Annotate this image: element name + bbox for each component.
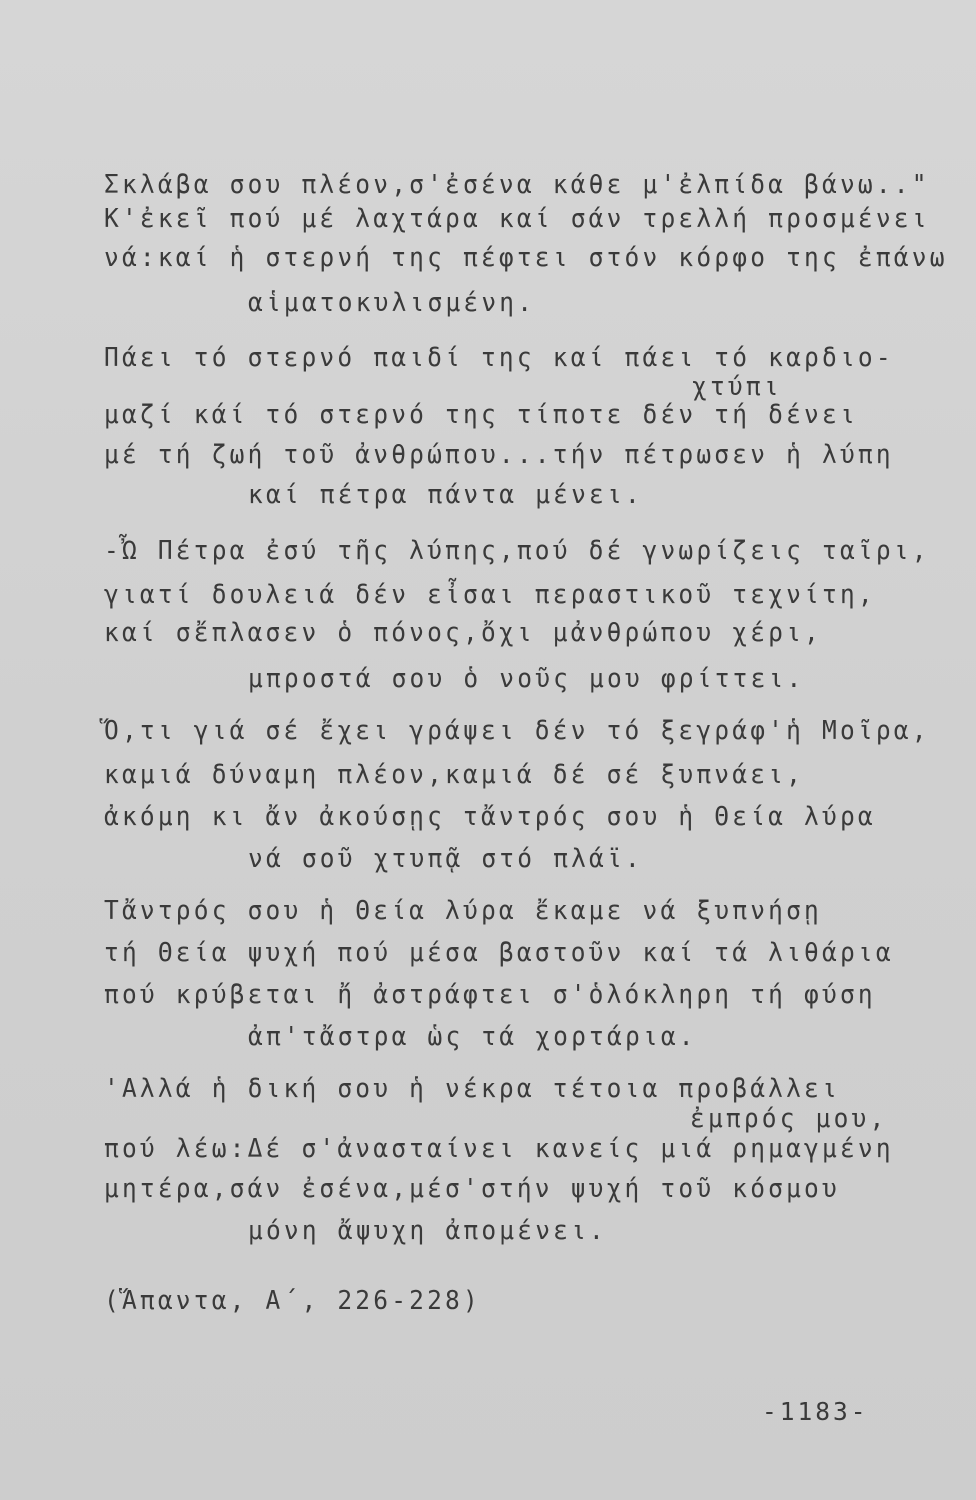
poem-line: νά:καί ἡ στερνή της πέφτει στόν κόρφο της ἐπάνω [104,241,948,273]
poem-line: ἐμπρός μου, [690,1102,888,1134]
poem-line: Κ'ἐκεῖ πού μέ λαχτάρα καί σάν τρελλή προσμένει [104,202,930,234]
poem-line: τή Θεία ψυχή πού μέσα βαστοῦν καί τά λιθάρια [104,936,894,968]
citation: (Ἅπαντα, Α΄, 226-228) [104,1284,481,1316]
poem-line: καί πέτρα πάντα μένει. [248,478,643,510]
poem-line: ἀπ'τἄστρα ὡς τά χορτάρια. [248,1020,697,1052]
poem-line: αἱματοκυλισμένη. [248,286,536,318]
page-number: -1183- [762,1397,869,1426]
poem-line: -Ὦ Πέτρα ἐσύ τῆς λύπης,πού δέ γνωρίζεις ταῖρι, [104,534,930,566]
poem-line: νά σοῦ χτυπᾷ στό πλάϊ. [248,842,643,874]
poem-line: Ὅ,τι γιά σέ ἔχει γράψει δέν τό ξεγράφ'ἡ Μοῖρα, [104,714,930,746]
poem-line: 'Αλλά ἡ δική σου ἡ νέκρα τέτοια προβάλλει [104,1072,840,1104]
poem-line: πού κρύβεται ἤ ἀστράφτει σ'ὁλόκληρη τή φύση [104,978,876,1010]
poem-line: γιατί δουλειά δέν εἶσαι περαστικοῦ τεχνίτη, [104,578,876,610]
poem-line: χτύπι [692,370,782,402]
poem-line: καμιά δύναμη πλέον,καμιά δέ σέ ξυπνάει, [104,758,805,790]
poem-line: μέ τή ζωή τοῦ ἀνθρώπου...τήν πέτρωσεν ἡ λύπη [104,438,894,470]
poem-line: Πάει τό στερνό παιδί της καί πάει τό καρδιο- [104,341,894,373]
poem-line: μπροστά σου ὁ νοῦς μου φρίττει. [248,662,805,694]
poem-line: καί σἔπλασεν ὁ πόνος,ὄχι μἀνθρώπου χέρι, [104,616,823,648]
poem-line: Σκλάβα σου πλέον,σ'ἐσένα κάθε μ'ἐλπίδα βάνω.." [104,168,930,200]
poem-line: Τἄντρός σου ἡ Θεία λύρα ἔκαμε νά ξυπνήσῃ [104,894,823,926]
poem-line: ἀκόμη κι ἄν ἀκούσῃς τἄντρός σου ἡ Θεία λύρα [104,800,876,832]
poem-line: πού λέω:Δέ σ'ἀνασταίνει κανείς μιά ρημαγμένη [104,1132,894,1164]
poem-line: μητέρα,σάν ἐσένα,μέσ'στήν ψυχή τοῦ κόσμου [104,1172,840,1204]
poem-line: μόνη ἄψυχη ἀπομένει. [248,1214,608,1246]
poem-line: μαζί κάί τό στερνό της τίποτε δέν τή δένει [104,398,858,430]
